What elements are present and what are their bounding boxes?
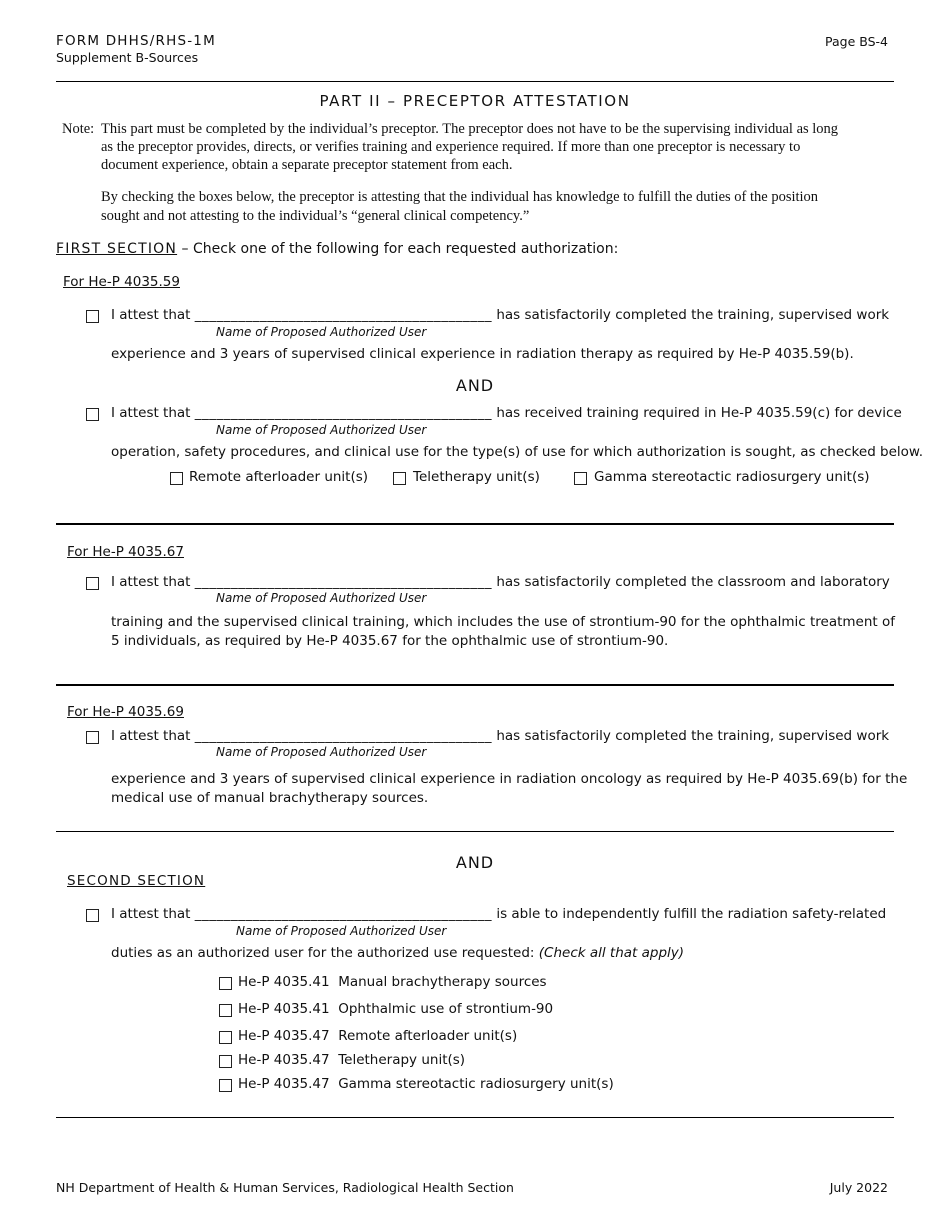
teletherapy-label: Teletherapy unit(s) — [413, 469, 540, 485]
note-para2-line-2: sought and not attesting to the individual’s “general clinical competency.” — [101, 208, 530, 224]
attest-prefix: I attest that — [111, 574, 191, 590]
first-section-instruction: – Check one of the following for each requested authorization: — [177, 241, 619, 257]
name-caption: Name of Proposed Authorized User — [216, 745, 427, 759]
page-number: Page BS-4 — [825, 34, 888, 49]
attest-independent-checkbox[interactable] — [86, 909, 99, 922]
remote-afterloader-label: Remote afterloader unit(s) — [189, 469, 369, 485]
attest-69-continuation-2: medical use of manual brachytherapy sources. — [111, 790, 429, 806]
note-label: Note: — [62, 121, 95, 137]
attest-59b-checkbox[interactable] — [86, 310, 99, 323]
use-remote-afterloader-checkbox[interactable] — [219, 1031, 232, 1044]
section-divider — [56, 523, 894, 525]
footer-agency: NH Department of Health & Human Services, Radiological Health Section — [56, 1180, 514, 1195]
use-manual-brachytherapy-checkbox[interactable] — [219, 977, 232, 990]
attest-59b-statement — [111, 307, 889, 323]
attest-59b-continuation: experience and 3 years of supervised clinical experience in radiation therapy as required by He-P 4035.59(b). — [111, 346, 854, 362]
use-rule: He-P 4035.47 — [238, 1028, 330, 1044]
attest-prefix: I attest that — [111, 728, 191, 744]
use-ophthalmic-strontium-checkbox[interactable] — [219, 1004, 232, 1017]
name-caption: Name of Proposed Authorized User — [216, 325, 427, 339]
use-rule: He-P 4035.41 — [238, 974, 330, 990]
attest-prefix: I attest that — [111, 906, 191, 922]
section-67-heading: For He-P 4035.67 — [67, 544, 184, 560]
check-all-note: (Check all that apply) — [538, 945, 685, 961]
gamma-stereotactic-checkbox[interactable] — [574, 472, 587, 485]
name-blank[interactable]: _________________________________________ — [194, 574, 493, 590]
name-blank[interactable]: _________________________________________ — [194, 405, 493, 421]
note-line-3: document experience, obtain a separate preceptor statement from each. — [101, 157, 513, 173]
use-desc: Gamma stereotactic radiosurgery unit(s) — [338, 1076, 614, 1092]
note-line-2: as the preceptor provides, directs, or verifies training and experience required. If more than one preceptor is necessary to — [101, 139, 801, 155]
header-rule — [56, 81, 894, 82]
continuation-text: duties as an authorized user for the authorized use requested: — [111, 945, 539, 961]
use-desc: Remote afterloader unit(s) — [338, 1028, 518, 1044]
use-item — [238, 1001, 553, 1017]
attest-prefix: I attest that — [111, 405, 191, 421]
first-section-heading — [56, 241, 618, 257]
attest-59c-checkbox[interactable] — [86, 408, 99, 421]
and-label-2: AND — [455, 853, 495, 872]
part-title: PART II – PRECEPTOR ATTESTATION — [319, 92, 631, 110]
gamma-stereotactic-label: Gamma stereotactic radiosurgery unit(s) — [594, 469, 870, 485]
attest-69-tail: has satisfactorily completed the training, supervised work — [496, 728, 890, 744]
name-caption: Name of Proposed Authorized User — [216, 591, 427, 605]
use-desc: Ophthalmic use of strontium-90 — [338, 1001, 554, 1017]
attest-independent-tail: is able to independently fulfill the radiation safety-related — [496, 906, 887, 922]
name-blank[interactable]: _________________________________________ — [194, 728, 493, 744]
remote-afterloader-checkbox[interactable] — [170, 472, 183, 485]
and-label-1: AND — [455, 376, 495, 395]
name-caption: Name of Proposed Authorized User — [216, 423, 427, 437]
use-rule: He-P 4035.47 — [238, 1052, 330, 1068]
attest-69-continuation-1: experience and 3 years of supervised clinical experience in radiation oncology as required by He-P 4035.69(b) for the — [111, 771, 908, 787]
use-teletherapy-checkbox[interactable] — [219, 1055, 232, 1068]
attest-59c-tail: has received training required in He-P 4035.59(c) for device — [496, 405, 902, 421]
form-id: FORM DHHS/RHS-1M — [56, 33, 216, 49]
attest-67-continuation-2: 5 individuals, as required by He-P 4035.67 for the ophthalmic use of strontium-90. — [111, 633, 669, 649]
attest-69-checkbox[interactable] — [86, 731, 99, 744]
note-line-1: This part must be completed by the individual’s preceptor. The preceptor does not have to be the supervising individual as long — [101, 121, 839, 137]
second-section-heading: SECOND SECTION — [67, 873, 206, 889]
name-blank[interactable]: _________________________________________ — [194, 906, 493, 922]
section-divider — [56, 684, 894, 686]
form-supplement: Supplement B-Sources — [56, 50, 199, 65]
use-item — [238, 1076, 614, 1092]
attest-59c-statement — [111, 405, 902, 421]
use-item — [238, 1052, 465, 1068]
attest-67-statement — [111, 574, 890, 590]
section-divider — [56, 831, 894, 832]
use-gamma-stereotactic-checkbox[interactable] — [219, 1079, 232, 1092]
section-divider — [56, 1117, 894, 1118]
attest-69-statement — [111, 728, 889, 744]
use-item — [238, 974, 547, 990]
teletherapy-checkbox[interactable] — [393, 472, 406, 485]
attest-independent-continuation — [111, 945, 684, 961]
use-desc: Teletherapy unit(s) — [338, 1052, 466, 1068]
attest-59c-continuation: operation, safety procedures, and clinical use for the type(s) of use for which authorization is sought, as checked below. — [111, 444, 924, 460]
first-section-title: FIRST SECTION — [56, 241, 178, 257]
footer-date: July 2022 — [829, 1180, 888, 1195]
name-blank[interactable]: _________________________________________ — [194, 307, 493, 323]
attest-prefix: I attest that — [111, 307, 191, 323]
note-para2-line-1: By checking the boxes below, the preceptor is attesting that the individual has knowledge to fulfill the duties of the position — [101, 189, 819, 205]
attest-67-tail: has satisfactorily completed the classroom and laboratory — [496, 574, 890, 590]
section-59-heading: For He-P 4035.59 — [63, 274, 180, 290]
attest-independent-statement — [111, 906, 886, 922]
use-rule: He-P 4035.41 — [238, 1001, 330, 1017]
attest-67-checkbox[interactable] — [86, 577, 99, 590]
use-desc: Manual brachytherapy sources — [338, 974, 547, 990]
attest-67-continuation-1: training and the supervised clinical training, which includes the use of strontium-90 for the ophthalmic treatment of — [111, 614, 896, 630]
name-caption: Name of Proposed Authorized User — [236, 924, 447, 938]
use-rule: He-P 4035.47 — [238, 1076, 330, 1092]
section-69-heading: For He-P 4035.69 — [67, 704, 184, 720]
attest-59b-tail: has satisfactorily completed the training, supervised work — [496, 307, 890, 323]
use-item — [238, 1028, 517, 1044]
